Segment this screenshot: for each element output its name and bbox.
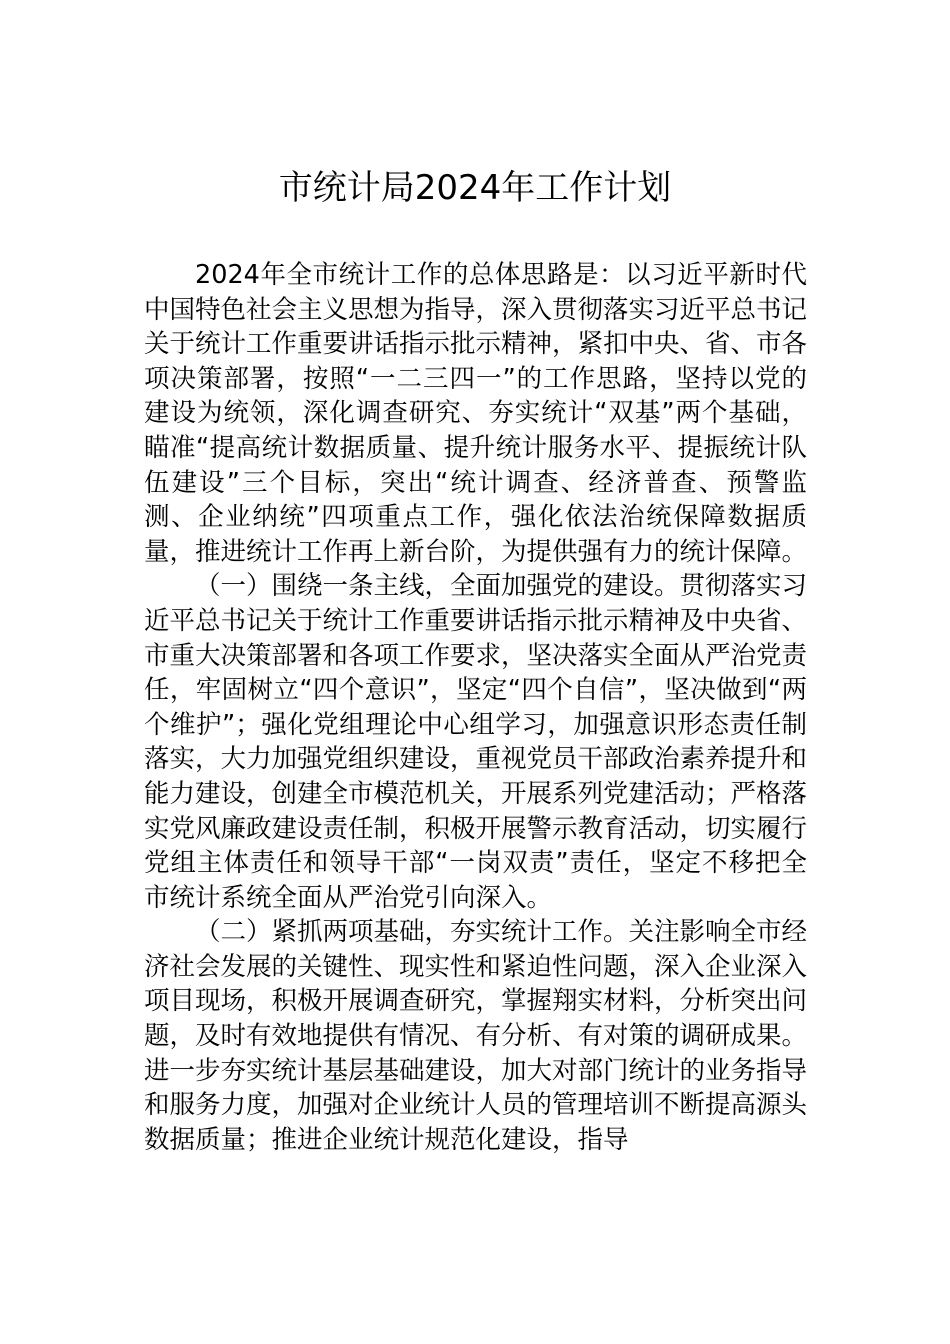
paragraph-section-one: （一）围绕一条主线，全面加强党的建设。贯彻落实习近平总书记关于统计工作重要讲话指示批示精神及中央省、市重大决策部署和各项工作要求，坚决落实全面从严治党责任，牢固树立“四个意识”，坚定“四个自信”，坚决做到“两个维护”；强化党组理论中心组学习，加强意识形态责任制落实，大力加强党组织建设，重视党员干部政治素养提升和能力建设，创建全市模范机关，开展系列党建活动；严格落实党风廉政建设责任制，积极开展警示教育活动，切实履行党组主体责任和领导干部“一岗双责”责任，坚定不移把全市统计系统全面从严治党引向深入。 <box>144 571 808 913</box>
document-title: 市统计局2024年工作计划 <box>278 168 672 208</box>
document-body <box>144 258 807 1157</box>
paragraph-overview: 2024年全市统计工作的总体思路是：以习近平新时代中国特色社会主义思想为指导，深入贯彻落实习近平总书记关于统计工作重要讲话指示批示精神，紧扣中央、省、市各项决策部署，按照“一二三四一”的工作思路，坚持以党的建设为统领，深化调查研究、夯实统计“双基”两个基础，瞄准“提高统计数据质量、提升统计服务水平、提振统计队伍建设”三个目标，突出“统计调查、经济普查、预警监测、企业纳统”四项重点工作，强化依法治统保障数据质量，推进统计工作再上新台阶，为提供强有力的统计保障。 <box>144 260 808 567</box>
paragraph-section-two: （二）紧抓两项基础，夯实统计工作。关注影响全市经济社会发展的关键性、现实性和紧迫性问题，深入企业深入项目现场，积极开展调查研究，掌握翔实材料，分析突出问题，及时有效地提供有情况、有分析、有对策的调研成果。进一步夯实统计基层基础建设，加大对部门统计的业务指导和服务力度，加强对企业统计人员的管理培训不断提高源头数据质量；推进企业统计规范化建设，指导 <box>144 917 808 1155</box>
